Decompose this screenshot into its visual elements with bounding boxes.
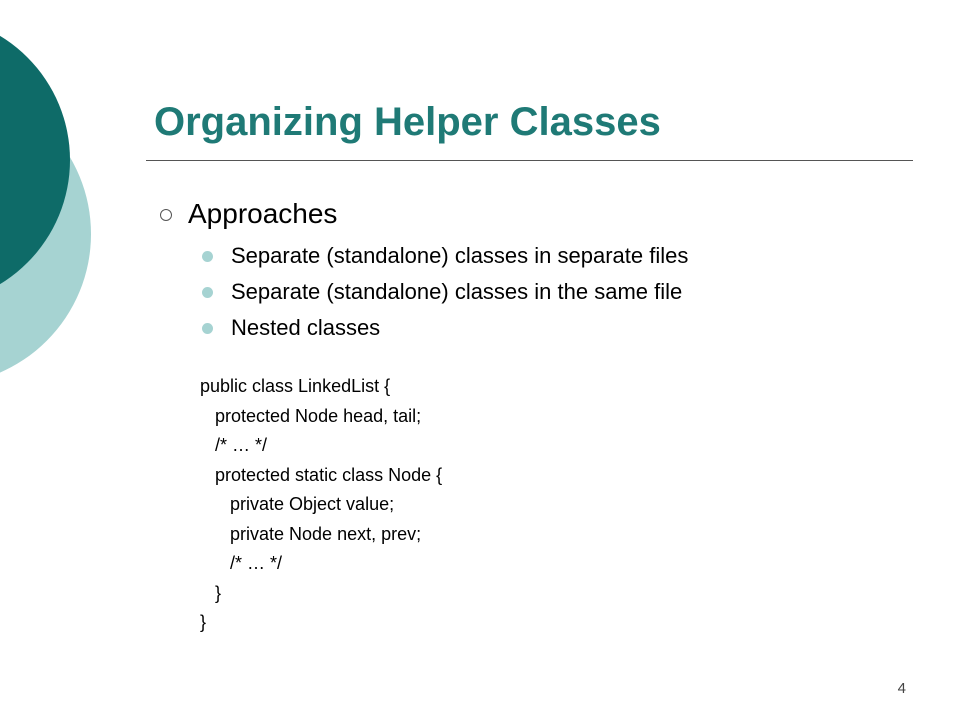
subbullet-label: Nested classes: [231, 315, 381, 340]
code-line: }: [200, 582, 222, 603]
code-line: protected Node head, tail;: [200, 405, 422, 426]
code-line: private Object value;: [200, 494, 395, 514]
code-example: [200, 372, 442, 638]
round-bullet-icon: [202, 287, 213, 298]
subbullet-item: [202, 240, 688, 272]
decorative-circles: [0, 0, 110, 380]
subbullet-item: [202, 312, 380, 344]
title-divider: [146, 160, 913, 161]
bullet-approaches: [160, 196, 337, 232]
round-bullet-icon: [202, 251, 213, 262]
subbullet-label: Separate (standalone) classes in separate files: [231, 243, 689, 268]
code-line: }: [200, 612, 207, 632]
code-line: /* … */: [200, 553, 283, 573]
code-line: public class LinkedList {: [200, 376, 391, 396]
hollow-bullet-icon: [160, 209, 172, 221]
subbullet-label: Separate (standalone) classes in the same file: [231, 279, 683, 304]
code-line: /* … */: [200, 435, 268, 455]
slide-title: Organizing Helper Classes: [154, 100, 661, 144]
round-bullet-icon: [202, 323, 213, 334]
page-number: 4: [897, 680, 906, 697]
subbullet-item: [202, 276, 682, 308]
code-line: protected static class Node {: [200, 464, 443, 485]
code-line: private Node next, prev;: [200, 523, 422, 544]
bullet-label: Approaches: [188, 198, 338, 229]
